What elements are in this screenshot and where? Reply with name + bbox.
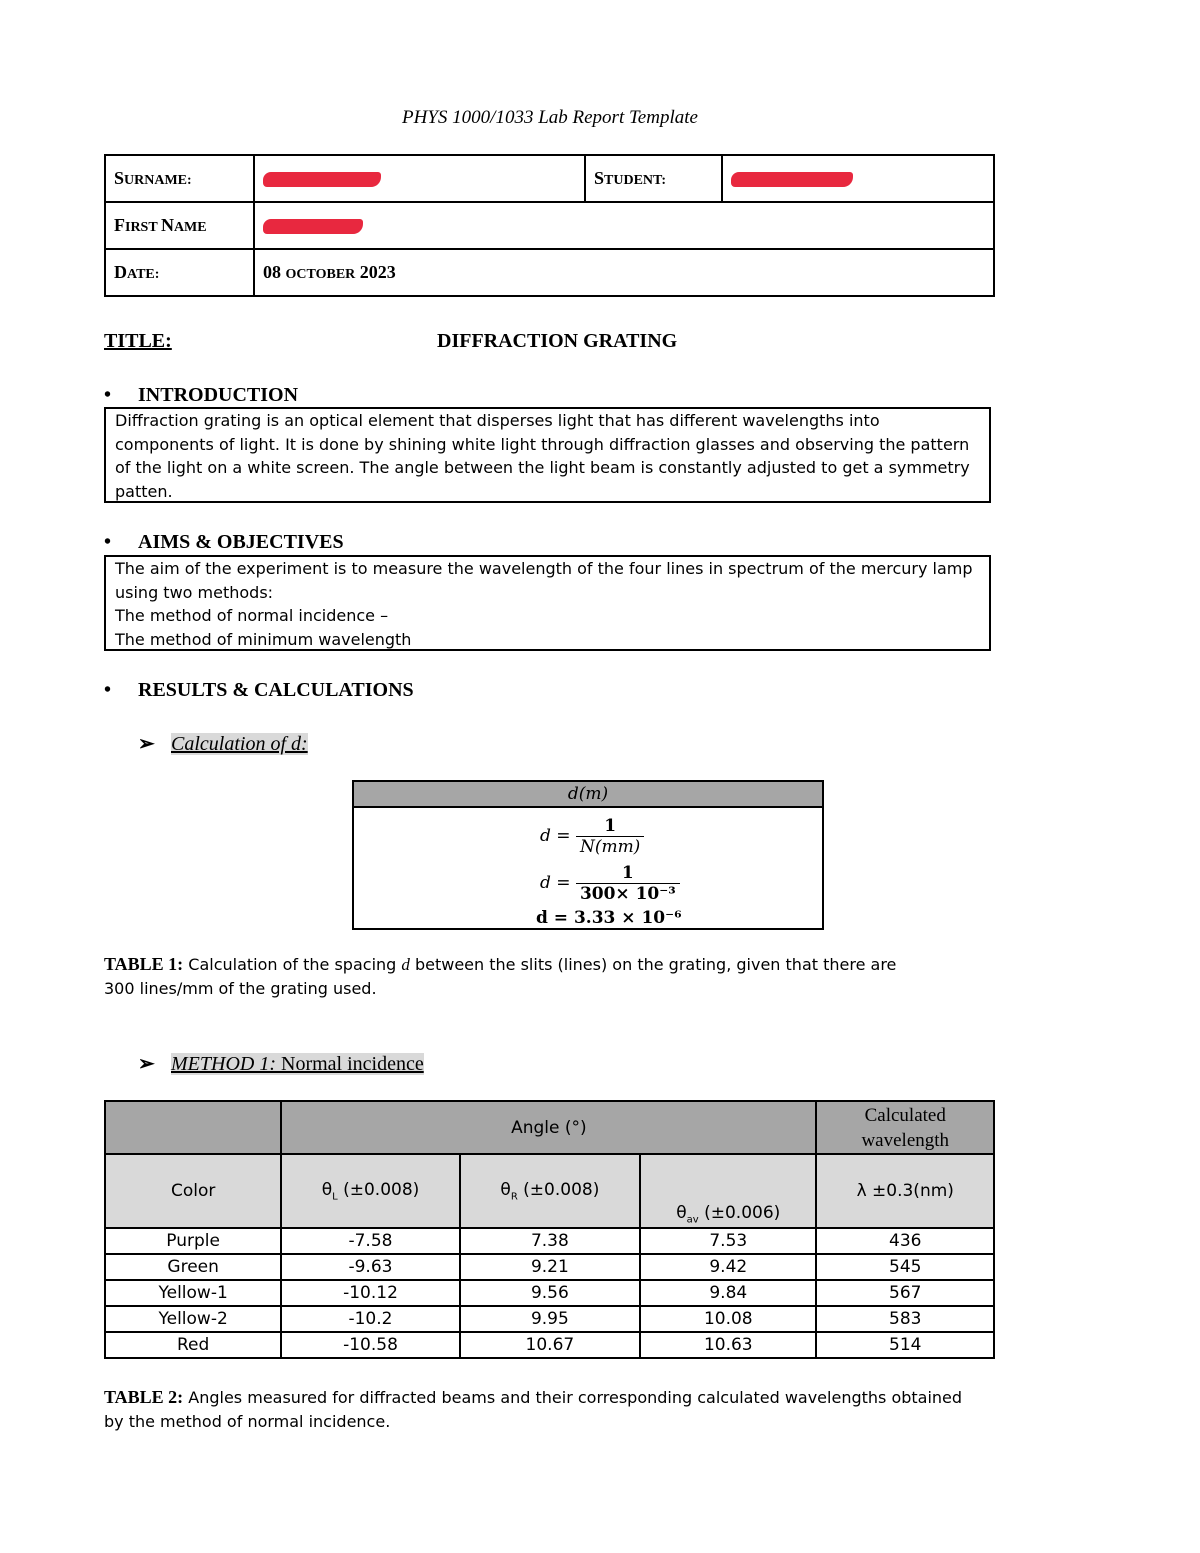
redaction-mark	[731, 172, 853, 187]
intro-line: Diffraction grating is an optical element that disperses light that has different wavelengths into	[115, 411, 880, 430]
table-row: Yellow-1 -10.12 9.56 9.84 567	[105, 1280, 994, 1306]
bullet-icon: •	[104, 531, 112, 553]
aims-heading: • AIMS & OBJECTIVES	[104, 531, 344, 553]
aims-line: The method of normal incidence –	[115, 606, 389, 625]
redaction-mark	[263, 172, 381, 187]
aims-line: The aim of the experiment is to measure the wavelength of the four lines in spectrum of the mercury lamp	[115, 559, 973, 578]
title-label: TITLE:	[104, 330, 172, 352]
results-heading: • RESULTS & CALCULATIONS	[104, 679, 414, 701]
aims-line: The method of minimum wavelength	[115, 629, 412, 649]
aims-box	[104, 555, 991, 651]
student-value	[722, 155, 994, 202]
bullet-icon: •	[104, 384, 112, 406]
date-value: 08 OCTOBER 2023	[254, 249, 994, 296]
d-table-header: d(m)	[354, 782, 822, 808]
student-info-table	[104, 154, 995, 297]
table-row: Purple -7.58 7.38 7.53 436	[105, 1228, 994, 1254]
redaction-mark	[263, 219, 363, 234]
student-label: STUDENT:	[585, 155, 722, 202]
intro-line: patten.	[115, 481, 173, 501]
results-table	[104, 1100, 995, 1359]
intro-line: components of light. It is done by shining white light through diffraction glasses and observing the pattern	[115, 434, 970, 454]
date-label: DATE:	[105, 249, 254, 296]
color-header: Color	[105, 1154, 281, 1228]
bullet-icon: •	[104, 679, 112, 701]
d-equation-1: d = $\frac{1}{N(mm)}$	[540, 816, 644, 857]
firstname-label: FIRST NAME	[105, 202, 254, 249]
theta-av-header: $\theta_{av}$ (±0.006)	[640, 1154, 816, 1228]
d-equation-3: d = 3.33 × 10⁻⁶	[536, 908, 682, 928]
table-row: Red -10.58 10.67 10.63 514	[105, 1332, 994, 1358]
surname-value	[254, 155, 585, 202]
aims-line: using two methods:	[115, 582, 274, 602]
arrow-bullet-icon: ➢	[138, 733, 155, 755]
method1-heading: ➢ METHOD 1: Normal incidence	[138, 1053, 424, 1075]
theta-r-header: $\theta_R$ (±0.008)	[460, 1154, 640, 1228]
intro-line: of the light on a white screen. The angle between the light beam is constantly adjusted to get a symmetry	[115, 458, 970, 477]
angle-header: Angle (°)	[281, 1101, 816, 1154]
table1-caption: TABLE 1: Calculation of the spacing d between the slits (lines) on the grating, given that there are 300 lines/mm of the grating used.	[104, 954, 897, 998]
arrow-bullet-icon: ➢	[138, 1053, 155, 1075]
page-header-title: PHYS 1000/1033 Lab Report Template	[402, 107, 698, 128]
d-calculation-table	[352, 780, 824, 930]
surname-label: SURNAME:	[105, 155, 254, 202]
calc-d-heading: ➢ Calculation of d:	[138, 733, 308, 755]
table2-caption: TABLE 2: Angles measured for diffracted beams and their corresponding calculated wavelengths obtained by the method of normal incidence.	[104, 1387, 963, 1431]
report-title: DIFFRACTION GRATING	[437, 330, 678, 352]
calculated-wavelength-header: Calculated wavelength	[816, 1101, 994, 1154]
table-row: Green -9.63 9.21 9.42 545	[105, 1254, 994, 1280]
firstname-value	[254, 202, 994, 249]
introduction-heading: • INTRODUCTION	[104, 384, 299, 406]
introduction-box	[104, 407, 991, 503]
table-row: Yellow-2 -10.2 9.95 10.08 583	[105, 1306, 994, 1332]
lambda-header: λ ±0.3(nm)	[816, 1154, 994, 1228]
d-table-body	[354, 808, 822, 928]
theta-l-header: $\theta_L$ (±0.008)	[281, 1154, 459, 1228]
d-equation-2: d = $\frac{1}{\text{300× 10⁻³}}$	[540, 863, 680, 904]
